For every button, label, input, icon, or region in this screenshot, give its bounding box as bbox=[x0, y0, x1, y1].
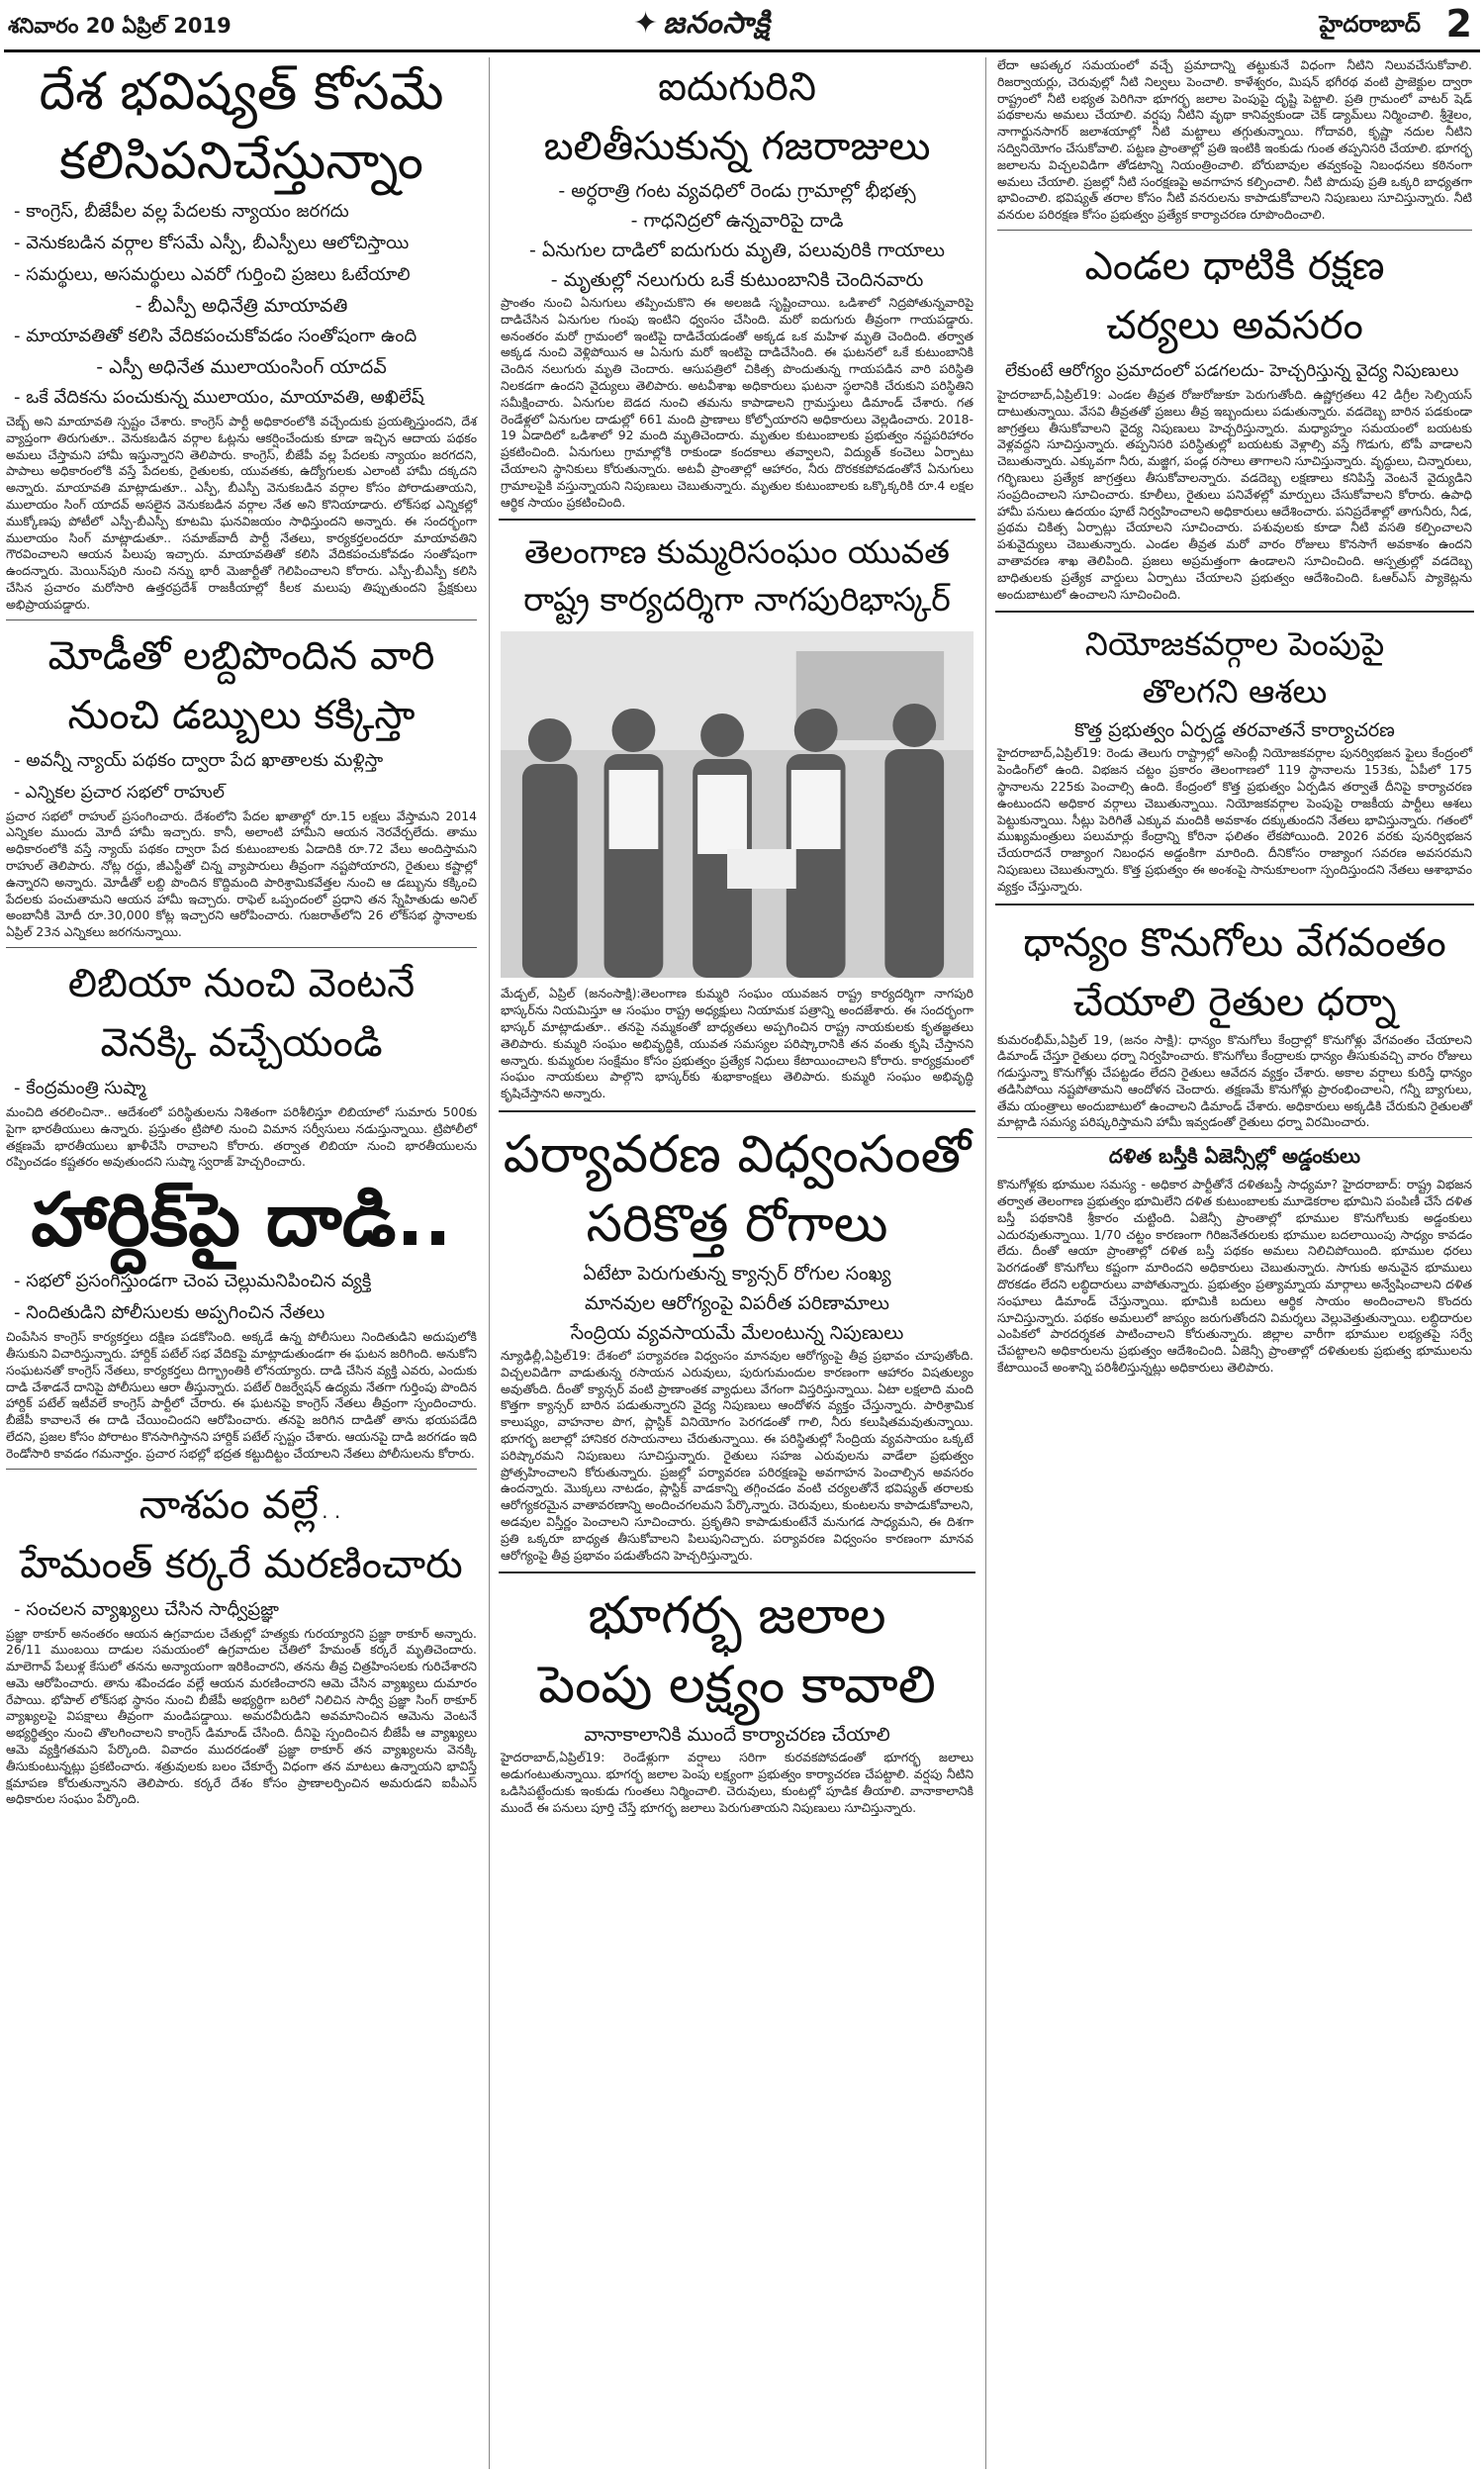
article-subheading: లేకుంటే ఆరోగ్యం ప్రమాదంలో పడగలదు- హెచ్చరిస్తున్న వైద్య నిపుణులు bbox=[1005, 360, 1459, 381]
page-number: 2 bbox=[1445, 2, 1472, 46]
article-headline: మోడీతో లబ్దిపొందిన వారి bbox=[47, 632, 435, 679]
article-body: హైదరాబాద్,ఏప్రిల్19: ఎండల తీవ్రత రోజురోజుకూ పెరుగుతోంది. ఉష్ణోగ్రతలు 42 డిగ్రీల సెల్సియస్ దాటుతున్నాయి. వేసవి తీవ్రతతో ప్రజలు తీవ్ర ఇబ్బందులు పడుతున్నారు. వడదెబ్బ బారిన పడకుండా జాగ్రత్తలు తీసుకోవాలని వైద్య నిపుణులు హెచ్చరిస్తున్నారు. మధ్యాహ్నం సమయంలో బయటకు వెళ్లవద్దని సూచిస్తున్నారు. తప్పనిసరి పరిస్థితుల్లో బయటకు వెళ్లాల్సి వస్తే గొడుగు, టోపీ వాడాలని చెబుతున్నారు. ఎక్కువగా నీరు, మజ్జిగ, పండ్ల రసాలు తాగాలని సూచిస్తున్నారు. వృద్ధులు, చిన్నారులు, గర్భిణులు ప్రత్యేక జాగ్రత్తలు తీసుకోవాలన్నారు. వడదెబ్బ లక్షణాలు కనిపిస్తే వెంటనే వైద్యుడిని సంప్రదించాలని సూచించారు. కూలీలు, రైతులు పనివేళల్లో మార్పులు చేసుకోవాలని కోరారు. ఉపాధి హామీ పనులు ఉదయం పూటే నిర్వహించాలని అధికారులు ఆదేశించారు. పనిప్రదేశాల్లో తాగునీరు, నీడ, ప్రథమ చికిత్స ఏర్పాట్లు చేయాలని సూచించారు. పశువులకు కూడా నీటి వసతి కల్పించాలని పశువైద్యులు చెబుతున్నారు. ఎండల తీవ్రత మరో వారం రోజులు కొనసాగే అవకాశం ఉందని వాతావరణ శాఖ తెలిపింది. ప్రజలు అప్రమత్తంగా ఉండాలని సూచించింది. ఆస్పత్రుల్లో వడదెబ్బ బాధితులకు ప్రత్యేక వార్డులు ఏర్పాటు చేయాలని ప్రభుత్వం ఆదేశించింది. ఓఆర్ఎస్ ప్యాకెట్లను అందుబాటులో ఉంచాలని సూచించింది. bbox=[997, 386, 1472, 602]
article-headline: పర్యావరణ విధ్వంసంతో bbox=[503, 1124, 972, 1185]
article-hardik bbox=[0, 1175, 483, 1462]
article-headline: ఎండల ధాటికి రక్షణ bbox=[1084, 242, 1385, 289]
article-subheading: - వెనుకబడిన వర్గాల కోసమే ఎస్పీ, బీఎస్పీలు ఆలోచిస్తాయి bbox=[14, 233, 410, 253]
article-headline: ధాన్యం కొనుగోలు వేగవంతం bbox=[1023, 919, 1446, 966]
article-headline: సరికొత్త రోగాలు bbox=[586, 1193, 888, 1254]
article-body: మేడ్చల్, ఏప్రిల్ (జనంసాక్షి):తెలంగాణ కుమ్మరి సంఘం యువజన రాష్ట్ర కార్యదర్శిగా నాగపురి భాస్కర్‌ను నియమిస్తూ ఆ సంఘం రాష్ట్ర అధ్యక్షులు నియామక పత్రాన్ని అందజేశారు. ఈ సందర్భంగా భాస్కర్ మాట్లాడుతూ.. తనపై నమ్మకంతో బాధ్యతలు అప్పగించిన రాష్ట్ర నాయకులకు కృతజ్ఞతలు తెలిపారు. కుమ్మరి సంఘం అభివృద్ధికి, యువత సమస్యల పరిష్కారానికి తన వంతు కృషి చేస్తానని అన్నారు. కుమ్మరుల సంక్షేమం కోసం ప్రభుత్వం ప్రత్యేక నిధులు కేటాయించాలని కోరారు. కార్యక్రమంలో సంఘం నాయకులు పాల్గొని భాస్కర్‌కు శుభాకాంక్షలు తెలిపారు. కుమ్మరి సంఘం అభివృద్ధి కృషిచేస్తానని అన్నారు. bbox=[501, 986, 974, 1101]
article-subheading: వానాకాలానికి ముందే కార్యాచరణ చేయాలి bbox=[584, 1724, 890, 1747]
article-heatwave bbox=[991, 237, 1478, 603]
article-body: మంచిది తరలించినా.. ఆదేశంలో పరిస్థితులను నిశితంగా పరిశీలిస్తూ లిబియాలో సుమారు 500కు పైగా భారతీయులు ఉన్నారు. ప్రస్తుతం ట్రిపోలి నుంచి విమాన సర్వీసులు నడుస్తున్నాయి. ట్రిపోలీలో తక్షణమే భారతీయులు ఖాళీచేసి రావాలని కోరారు. తర్వాత లిబియా నుంచి భారతీయులను రప్పించడం కష్టతరం అవుతుందని సుష్మా స్వరాజ్ హెచ్చరించారు. bbox=[6, 1103, 477, 1170]
article-dalit-basti bbox=[991, 1144, 1478, 1377]
article-divider bbox=[6, 1469, 477, 1470]
article-byline: - ఎన్నికల ప్రచార సభలో రాహుల్ bbox=[14, 782, 225, 803]
article-subheading: - సమర్థులు, అసమర్థులు ఎవరో గుర్తించి ప్రజలు ఓటేయాలి bbox=[14, 264, 411, 285]
article-divider bbox=[997, 230, 1472, 231]
article-headline: ఐదుగురిని bbox=[657, 64, 817, 110]
article-divider bbox=[499, 519, 975, 521]
issue-date: శనివారం 20 ఏప్రిల్ 2019 bbox=[8, 14, 232, 38]
article-body: ప్రజ్ఞా ఠాకూర్ అనంతరం ఆయన ఉగ్రవాదుల చేతుల్లో హత్యకు గురయ్యారని ప్రజ్ఞా ఠాకూర్ అన్నారు. 26/11 ముంబయి దాడుల సమయంలో ఉగ్రవాదుల చేతిలో హేమంత్ కర్కరే మృతిచెందారు. మాలెగావ్ పేలుళ్ల కేసులో తనను అన్యాయంగా ఇరికించారని, తనను తీవ్ర చిత్రహింసలకు గురిచేశారని ఆమె ఆరోపించారు. తాను శపించడం వల్లే ఆయన మరణించారని ఆమె చేసిన వ్యాఖ్యలు దుమారం రేపాయి. భోపాల్ లోక్‌సభ స్థానం నుంచి బీజేపీ అభ్యర్థిగా బరిలో నిలిచిన సాధ్వీ ప్రజ్ఞా సింగ్ ఠాకూర్ వ్యాఖ్యలపై విపక్షాలు తీవ్రంగా మండిపడ్డాయి. అమరవీరుడిని అవమానించిన ఆమెను వెంటనే అభ్యర్థిత్వం నుంచి తొలగించాలని కాంగ్రెస్ డిమాండ్ చేసింది. దీనిపై స్పందించిన బీజేపీ ఆ వ్యాఖ్యలు ఆమె వ్యక్తిగతమని పేర్కొంది. వివాదం ముదరడంతో ప్రజ్ఞా ఠాకూర్ తన వ్యాఖ్యలను వెనక్కి తీసుకుంటున్నట్లు ప్రకటించారు. శత్రువులకు బలం చేకూర్చే విధంగా తన మాటలు ఉన్నాయని భావిస్తే క్షమాపణ కోరుతున్నానని తెలిపారు. కర్కరే దేశం కోసం ప్రాణాలర్పించిన అమరుడని ఐపీఎస్ అధికారుల సంఘం పేర్కొంది. bbox=[6, 1625, 477, 1807]
article-sp-bsp bbox=[0, 57, 483, 614]
article-continuation bbox=[991, 57, 1478, 224]
news-photo bbox=[501, 631, 974, 978]
article-body: న్యూఢిల్లీ,ఏప్రిల్19: దేశంలో పర్యావరణ విధ్వంసం మానవుల ఆరోగ్యంపై తీవ్ర ప్రభావం చూపుతోంది. విచ్చలవిడిగా వాడుతున్న రసాయన ఎరువులు, పురుగుమందుల కారణంగా ఆహారం విషతుల్యం అవుతోంది. దీంతో క్యాన్సర్ వంటి ప్రాణాంతక వ్యాధులు వేగంగా విస్తరిస్తున్నాయి. ఏటా లక్షలాది మంది కొత్తగా క్యాన్సర్ బారిన పడుతున్నారని వైద్య నిపుణులు ఆందోళన వ్యక్తం చేస్తున్నారు. పారిశ్రామిక కాలుష్యం, వాహనాల పొగ, ప్లాస్టిక్ వినియోగం పెరగడంతో గాలి, నీరు కలుషితమవుతున్నాయి. భూగర్భ జలాల్లో హానికర రసాయనాలు చేరుతున్నాయి. ఈ పరిస్థితుల్లో సేంద్రియ వ్యవసాయం ఒక్కటే పరిష్కారమని నిపుణులు సూచిస్తున్నారు. రైతులు సహజ ఎరువులను వాడేలా ప్రభుత్వం ప్రోత్సహించాలని కోరుతున్నారు. ప్రజల్లో పర్యావరణ పరిరక్షణపై అవగాహన పెంచాల్సిన అవసరం ఉందన్నారు. మొక్కలు నాటడం, ప్లాస్టిక్ వాడకాన్ని తగ్గించడం వంటి చర్యలతోనే భవిష్యత్ తరాలకు ఆరోగ్యకరమైన వాతావరణాన్ని అందించగలమని పేర్కొన్నారు. చెరువులు, కుంటలను కాపాడుకోవాలని, అడవుల విస్తీర్ణం పెంచాలని సూచించారు. ప్రకృతిని కాపాడుకుంటేనే మనుగడ సాధ్యమని, ఈ దిశగా ప్రతి ఒక్కరూ బాధ్యత తీసుకోవాలని పిలుపునిచ్చారు. పర్యావరణ విధ్వంసం కారణంగా మానవ ఆరోగ్యంపై తీవ్ర ప్రభావం పడుతోందని హెచ్చరిస్తున్నారు. bbox=[501, 1347, 974, 1563]
column-middle bbox=[495, 57, 979, 2471]
article-subheading: - గాధనిద్రలో ఉన్నవారిపై దాడి bbox=[630, 210, 844, 232]
edition-city: హైదరాబాద్ bbox=[1319, 12, 1421, 38]
article-headline: దేశ భవిష్యత్ కోసమే bbox=[39, 62, 444, 122]
article-body: చింపేసిన కాంగ్రెస్ కార్యకర్తలు దక్షిణ పడకోసింది. అక్కడే ఉన్న పోలీసులు నిందితుడిని అదుపులోకి తీసుకుని విచారిస్తున్నారు. హార్దిక్ పటేల్ సభ వేదికపై మాట్లాడుతుండగా ఈ ఘటన జరిగింది. అనుకోని సంఘటనతో కాంగ్రెస్ నేతలు, కార్యకర్తలు దిగ్భ్రాంతికి లోనయ్యారు. దాడి చేసిన వ్యక్తి ఎవరు, ఎందుకు దాడి చేశాడనే దానిపై పోలీసులు ఆరా తీస్తున్నారు. పటేల్ రిజర్వేషన్ ఉద్యమ నేతగా గుర్తింపు పొందిన హార్దిక్ పటేల్ ఇటీవలే కాంగ్రెస్ పార్టీలో చేరారు. ఈ ఘటనపై కాంగ్రెస్ నేతలు తీవ్రంగా స్పందించారు. బీజేపీ కావాలనే ఈ దాడి చేయించిందని ఆరోపించారు. తనపై జరిగిన దాడితో తాను భయపడేది లేదని, ప్రజల కోసం పోరాటం కొనసాగిస్తానని హార్దిక్ పటేల్ స్పష్టం చేశారు. ఆయనపై దాడి జరగడం ఇది రెండోసారి కావడం గమనార్హం. ప్రచార సభల్లో భద్రత కట్టుదిట్టం చేయాలని నేతలు పోలీసులను కోరారు. bbox=[6, 1329, 477, 1461]
article-subheading: - నిందితుడిని పోలీసులకు అప్పగించిన నేతలు bbox=[14, 1302, 325, 1324]
article-headline: చేయాలి రైతుల ధర్నా bbox=[1072, 979, 1397, 1025]
article-divider bbox=[6, 619, 477, 620]
article-elephants bbox=[495, 57, 979, 511]
article-paddy bbox=[991, 913, 1478, 1132]
article-subheading: ఏటేటా పెరుగుతున్న క్యాన్సర్ రోగుల సంఖ్య bbox=[583, 1262, 891, 1285]
article-headline: తొలగని ఆశలు bbox=[1142, 672, 1328, 712]
column-left bbox=[0, 57, 483, 2471]
column-divider bbox=[985, 57, 986, 2469]
column-divider bbox=[489, 57, 490, 2469]
article-subheading: - అర్ధరాత్రి గంట వ్యవధిలో రెండు గ్రామాల్లో భీభత్స bbox=[558, 180, 916, 202]
article-subheading: - ఒకే వేదికను పంచుకున్న ములాయం, మాయావతి, అఖిలేష్ bbox=[14, 387, 424, 408]
article-body: ప్రాంతం నుంచి ఏనుగులు తప్పించుకొని ఈ అలజడి సృష్టించాయి. ఒడిశాలో నిద్రపోతున్నవారిపై దాడిచేసిన ఏనుగుల గుంపు ఇంటిని ధ్వంసం చేసింది. మరో ఐదుగురు తీవ్రంగా గాయపడ్డారు. అనంతరం మరో గ్రామంలో ఇంటిపై దాడిచేయడంతో అక్కడ ఒక మహిళ మృతి చెందింది. తర్వాత అక్కడ నుంచి వెళ్లిపోయిన ఆ ఏనుగు మరో ఇంటిపై దాడిచేసింది. ఈ ఘటనలో ఒకే కుటుంబానికి చెందిన నలుగురు మృతి చెందారు. ఆసుపత్రిలో చికిత్స పొందుతున్న గాయపడిన వారి పరిస్థితి నిలకడగా ఉందని వైద్యులు తెలిపారు. అటవీశాఖ అధికారులు ఘటనా స్థలానికి చేరుకుని పరిస్థితిని సమీక్షించారు. ఏనుగుల బెడద నుంచి తమను కాపాడాలని గ్రామస్తులు డిమాండ్ చేశారు. గత రెండేళ్లలో ఏనుగుల దాడుల్లో 661 మంది ప్రాణాలు కోల్పోయారని అధికారులు వెల్లడించారు. 2018-19 ఏడాదిలో ఒడిశాలో 92 మంది మృతిచెందారు. మృతుల కుటుంబాలకు ప్రభుత్వం నష్టపరిహారం ప్రకటించింది. ఏనుగులు గ్రామాల్లోకి రాకుండా కందకాలు తవ్వాలని, విద్యుత్ కంచెలు ఏర్పాటు చేయాలని స్థానికులు కోరుతున్నారు. అటవీ ప్రాంతాల్లో ఆహారం, నీరు దొరకకపోవడంతోనే ఏనుగులు గ్రామాలపైకి వస్తున్నాయని నిపుణులు చెబుతున్నారు. మృతుల కుటుంబాలకు ఒక్కొక్కరికి రూ.4 లక్షల ఆర్థిక సాయం ప్రకటించింది. bbox=[501, 295, 974, 510]
column-right bbox=[991, 57, 1478, 2471]
article-subheading: కొత్త ప్రభుత్వం ఏర్పడ్డ తరవాతనే కార్యాచరణ bbox=[1074, 719, 1395, 742]
article-subheading: - అవన్నీ న్యాయ్ పథకం ద్వారా పేద ఖాతాలకు మళ్లిస్తా bbox=[14, 749, 384, 771]
article-body: కొనుగోళ్లకు భూముల సమస్య - అధికార పార్టీతోనే దళితబస్తీ సాధ్యమా? హైదరాబాద్: రాష్ట్ర విభజన తర్వాత తెలంగాణ ప్రభుత్వం భూమిలేని దళిత కుటుంబాలకు మూడెకరాల భూమిని పంపిణీ చేసే దళిత బస్తీ పథకానికి శ్రీకారం చుట్టింది. ఏజెన్సీ ప్రాంతాల్లో భూముల కొనుగోలుకు అడ్డంకులు ఎదురవుతున్నాయి. 1/70 చట్టం కారణంగా గిరిజనేతరులకు భూముల బదలాయింపు సాధ్యం కావడం లేదు. దీంతో ఆయా ప్రాంతాల్లో దళిత బస్తీ పథకం అమలు నిలిచిపోయింది. భూముల ధరలు పెరగడంతో కొనుగోలు కష్టంగా మారిందని అధికారులు చెబుతున్నారు. సాగుకు అనువైన భూములు దొరకడం లేదని లబ్ధిదారులు వాపోతున్నారు. ప్రభుత్వం ప్రత్యామ్నాయ మార్గాలు అన్వేషించాలని దళిత సంఘాలు డిమాండ్ చేస్తున్నాయి. భూమికి బదులు ఆర్థిక సాయం అందించాలని కొందరు సూచిస్తున్నారు. పథకం అమలులో జాప్యం జరుగుతోందని విమర్శలు వెల్లువెత్తుతున్నాయి. లబ్ధిదారుల ఎంపికలో పారదర్శకత పాటించాలని కోరుతున్నారు. జిల్లాల వారీగా భూముల లభ్యతపై సర్వే చేపట్టాలని అధికారులను ప్రభుత్వం ఆదేశించింది. ఏజెన్సీ ప్రాంతాల్లో దళితులకు ప్రభుత్వ భూములను కేటాయించే అంశాన్ని పరిశీలిస్తున్నట్లు అధికారులు తెలిపారు. bbox=[997, 1177, 1472, 1376]
article-subheading: - బీఎస్పీ అధినేత్రి మాయావతి bbox=[135, 295, 348, 317]
article-headline: నుంచి డబ్బులు కక్కిస్తా bbox=[67, 692, 416, 738]
article-headline: లిబియా నుంచి వెంటనే bbox=[67, 960, 416, 1006]
article-subheading: - మృతుల్లో నలుగురు ఒకే కుటుంబానికి చెందినవారు bbox=[550, 269, 924, 291]
masthead bbox=[0, 0, 1484, 51]
article-headline: తెలంగాణ కుమ్మరిసంఘం యువత bbox=[524, 532, 950, 572]
article-divider bbox=[499, 1110, 975, 1112]
logo-text: జనంసాక్షి bbox=[663, 6, 771, 41]
article-kummari bbox=[495, 528, 979, 1102]
article-headline: నియోజకవర్గాల పెంపుపై bbox=[1084, 624, 1385, 664]
article-rahul bbox=[0, 626, 483, 941]
article-divider bbox=[6, 947, 477, 948]
article-environment bbox=[495, 1120, 979, 1564]
article-headline: దళిత బస్తీకి ఏజెన్సీల్లో అడ్డంకులు bbox=[1108, 1144, 1361, 1169]
masthead-rule bbox=[4, 49, 1480, 52]
article-headline: నాశపం వల్లే.. bbox=[139, 1481, 344, 1528]
article-body: లేదా ఆపత్కర సమయంలో వచ్చే ప్రమాదాన్ని తట్టుకునే విధంగా నీటిని నిలువచేసుకోవాలి. రిజర్వాయర్లు, చెరువుల్లో నీటి నిల్వలు పెంచాలి. కాళేశ్వరం, మిషన్ భగీరథ వంటి ప్రాజెక్టుల ద్వారా రాష్ట్రంలో నీటి లభ్యత పెరిగినా భూగర్భ జలాల పెంపుపై దృష్టి పెట్టాలి. ప్రతి గ్రామంలో వాటర్ షెడ్ పథకాలను అమలు చేయాలి. వర్షపు నీటిని వృథా కానివ్వకుండా చెక్ డ్యామ్‌లు నిర్మించాలి. శ్రీశైలం, నాగార్జునసాగర్ జలాశయాల్లో నీటి మట్టాలు తగ్గుతున్నాయి. గోదావరి, కృష్ణా నదుల నీటిని సద్వినియోగం చేసుకోవాలి. పట్టణ ప్రాంతాల్లో ప్రతి ఇంటికి ఇంకుడు గుంత తప్పనిసరి చేయాలి. భూగర్భ జలాలను విచ్చలవిడిగా తోడటాన్ని నియంత్రించాలి. బోరుబావుల తవ్వకంపై నిబంధనలు కఠినంగా అమలు చేయాలి. ప్రజల్లో నీటి సంరక్షణపై అవగాహన కల్పించాలి. నీటి పొదుపు ప్రతి ఒక్కరి బాధ్యతగా భావించాలి. భవిష్యత్ తరాల కోసం నీటి వనరులను కాపాడుకోవాలని నిపుణులు సూచిస్తున్నారు. నీటి వనరుల పరిరక్షణ కోసం ప్రభుత్వం ప్రత్యేక కార్యాచరణ రూపొందించాలి. bbox=[997, 57, 1472, 223]
article-headline: హార్దిక్‌పై దాడి.. bbox=[31, 1178, 452, 1264]
article-libya bbox=[0, 954, 483, 1171]
article-subheading: - సంచలన వ్యాఖ్యలు చేసిన సాధ్వీప్రజ్ఞా bbox=[14, 1598, 279, 1620]
article-subheading: మానవుల ఆరోగ్యంపై విపరీత పరిణామాలు bbox=[585, 1291, 889, 1314]
article-divider bbox=[995, 904, 1474, 905]
article-constituencies bbox=[991, 620, 1478, 895]
article-headline: చర్యలు అవసరం bbox=[1106, 302, 1363, 348]
article-headline: రాష్ట్ర కార్యదర్శిగా నాగపురిభాస్కర్ bbox=[523, 580, 951, 619]
article-subheading: - సభలో ప్రసంగిస్తుండగా చెంప చెల్లుమనిపించిన వ్యక్తి bbox=[14, 1271, 372, 1292]
newspaper-logo bbox=[633, 6, 771, 48]
article-headline: వెనక్కి వచ్చేయండి bbox=[100, 1019, 383, 1066]
article-divider bbox=[499, 1571, 975, 1573]
article-divider bbox=[995, 611, 1474, 613]
article-groundwater bbox=[495, 1581, 979, 1816]
article-divider bbox=[997, 1137, 1472, 1138]
article-body: హైదరాబాద్,ఏప్రిల్19: రెండు తెలుగు రాష్ట్రాల్లో అసెంబ్లీ నియోజకవర్గాల పునర్విభజన ఫైలు కేంద్రంలో పెండింగ్‌లో ఉంది. విభజన చట్టం ప్రకారం తెలంగాణలో 119 స్థానాలను 153కు, ఏపీలో 175 స్థానాలను 225కు పెంచాల్సి ఉంది. కేంద్రంలో కొత్త ప్రభుత్వం ఏర్పడిన తర్వాతే దీనిపై కార్యాచరణ ఉంటుందని అధికార వర్గాలు చెబుతున్నాయి. నియోజకవర్గాల పెంపుపై రాజకీయ పార్టీలు ఆశలు పెట్టుకున్నాయి. సీట్లు పెరిగితే ఎక్కువ మందికి అవకాశం దక్కుతుందని నేతలు భావిస్తున్నారు. గతంలో ముఖ్యమంత్రులు పలుమార్లు కేంద్రాన్ని కోరినా ఫలితం లేకపోయింది. 2026 వరకు పునర్విభజన చేయరాదనే రాజ్యాంగ నిబంధన అడ్డంకిగా మారింది. దీనికోసం రాజ్యాంగ సవరణ అవసరమని నిపుణులు చెబుతున్నారు. కొత్త ప్రభుత్వం ఈ అంశంపై సానుకూలంగా స్పందిస్తుందని నేతలు ఆశాభావం వ్యక్తం చేస్తున్నారు. bbox=[997, 745, 1472, 894]
article-body: ప్రచార సభలో రాహుల్ ప్రసంగించారు. దేశంలోని పేదల ఖాతాల్లో రూ.15 లక్షలు వేస్తామని 2014 ఎన్నికల ముందు మోదీ హామీ ఇచ్చారు. కానీ, అలాంటి హామీని ఆయన నెరవేర్చలేదు. తాము అధికారంలోకి వస్తే న్యాయ్ పథకం ద్వారా పేద కుటుంబాలకు ఏడాదికి రూ.72 వేలు అందిస్తామని రాహుల్ తెలిపారు. నోట్ల రద్దు, జీఎస్టీతో చిన్న వ్యాపారులు తీవ్రంగా నష్టపోయారని, రైతులు కష్టాల్లో ఉన్నారని అన్నారు. మోడీతో లబ్ది పొందిన కొద్దిమంది పారిశ్రామికవేత్తల నుంచి ఆ డబ్బును కక్కించి పేదలకు పంచుతామని ఆయన హామీ ఇచ్చారు. రాఫెల్ ఒప్పందంలో ప్రధాని తన స్నేహితుడు అనిల్ అంబానీకి మోదీ రూ.30,000 కోట్ల ఇచ్చారని ఆరోపించారు. గుజరాత్‌లోని 26 లోక్‌సభ స్థానాలకు ఏప్రిల్ 23న ఎన్నికలు జరగనున్నాయి. bbox=[6, 808, 477, 940]
star-icon: ✦ bbox=[633, 6, 660, 41]
article-subheading: - మాయావతితో కలిసి వేదికపంచుకోవడం సంతోషంగా ఉంది bbox=[14, 326, 417, 346]
article-subheading: - ఎస్పీ అధినేత ములాయంసింగ్ యాదవ్ bbox=[96, 356, 387, 378]
article-body: కుమరంభీమ్,ఏప్రిల్ 19, (జనం సాక్షి): ధాన్యం కొనుగోలు కేంద్రాల్లో కొనుగోళ్లు వేగవంతం చేయాలని డిమాండ్ చేస్తూ రైతులు ధర్నా నిర్వహించారు. కొనుగోలు కేంద్రాలకు ధాన్యం తీసుకువచ్చి వారం రోజులు గడుస్తున్నా కొనుగోళ్లు చేపట్టడం లేదని రైతులు ఆవేదన వ్యక్తం చేశారు. అకాల వర్షాలు కురిస్తే ధాన్యం తడిసిపోయి నష్టపోతామని ఆందోళన చెందారు. తక్షణమే కొనుగోళ్లు ప్రారంభించాలని, గన్నీ బ్యాగులు, తేమ యంత్రాలు అందుబాటులో ఉంచాలని డిమాండ్ చేశారు. అధికారులు అక్కడికి చేరుకుని రైతులతో మాట్లాడి సమస్య పరిష్కరిస్తామని హామీ ఇవ్వడంతో రైతులు ధర్నా విరమించారు. bbox=[997, 1031, 1472, 1130]
article-subheading: - కాంగ్రెస్, బీజేపీల వల్ల పేదలకు న్యాయం జరగదు bbox=[14, 201, 349, 222]
article-headline: భూగర్భ జలాల bbox=[588, 1586, 886, 1647]
article-headline: కలిసిపనిచేస్తున్నాం bbox=[59, 132, 423, 191]
article-body: హైదరాబాద్,ఏప్రిల్19: రెండేళ్లుగా వర్షాలు సరిగా కురవకపోవడంతో భూగర్భ జలాలు అడుగంటుతున్నాయి. భూగర్భ జలాల పెంపు లక్ష్యంగా ప్రభుత్వం కార్యాచరణ చేపట్టాలి. వర్షపు నీటిని ఒడిసిపట్టేందుకు ఇంకుడు గుంతలు నిర్మించాలి. చెరువులు, కుంటల్లో పూడిక తీయాలి. వానాకాలానికి ముందే ఈ పనులు పూర్తి చేస్తే భూగర్భ జలాలు పెరుగుతాయని నిపుణులు సూచిస్తున్నారు. bbox=[501, 1750, 974, 1815]
article-headline: బలితీసుకున్న గజరాజులు bbox=[543, 124, 931, 169]
article-body: చెబ్బ్ అని మాయావతి స్పష్టం చేశారు. కాంగ్రెస్ పార్టీ అధికారంలోకి వచ్చేందుకు ప్రయత్నిస్తుందని, దేశ వ్యాప్తంగా తిరుగుతూ.. వెనుకబడిన వర్గాల ఓట్లను ఆకర్షించేందుకు కూడా ఇచ్చిన ఆదాయ పథకం అమలు చేస్తామని హామీ ఇస్తున్నారని తెలిపారు. కాంగ్రెస్, బీజేపీ వల్ల పేదలకు న్యాయం జరగదని, పాపాలు అధికారంలోకి వస్తే పేదలకు, రైతులకు, యువతకు, ఉద్యోగులకు ఎలాంటి హామీ దక్కదని అన్నారు. మాయావతి మాట్లాడుతూ.. ఎస్పీ, బీఎస్పీ వెనుకబడిన వర్గాల కోసం పోరాడుతాయని, ములాయం సింగ్ యాదవ్ అసలైన వెనుకబడిన వర్గాల నేత అని కొనియాడారు. లోక్‌సభ ఎన్నికల్లో ముక్కోణపు పోటీలో ఎస్పీ-బీఎస్పీ కూటమి ఘనవిజయం సాధిస్తుందని అన్నారు. ఈ సందర్భంగా ములాయం సింగ్ మాట్లాడుతూ.. సమాజ్‌వాదీ పార్టీ నేతలు, కార్యకర్తలందరూ మాయావతిని గౌరవించాలని ఆయన పిలుపు ఇచ్చారు. మాయావతితో కలిసి వేదికపంచుకోవడం సంతోషంగా ఉందన్నారు. మెయిన్‌పురి నుంచి నన్ను భారీ మెజార్టీతో గెలిపించాలని కోరారు. ఎస్పీ-బీఎస్పీ కలిసి చేసిన ప్రచారం మరోసారి ఉత్తరప్రదేశ్ రాజకీయాల్లో కీలక మలుపు తిప్పుతుందని ప్రేక్షకులు అభిప్రాయపడ్డారు. bbox=[6, 414, 477, 612]
article-subheading: - కేంద్రమంత్రి సుష్మా bbox=[14, 1077, 146, 1098]
article-headline: పెంపు లక్ష్యం కావాలి bbox=[538, 1656, 936, 1716]
article-subheading: సేంద్రియ వ్యవసాయమే మేలంటున్న నిపుణులు bbox=[570, 1321, 904, 1344]
article-karkare bbox=[0, 1475, 483, 1809]
article-headline: హేమంత్ కర్కరే మరణించారు bbox=[20, 1541, 463, 1587]
article-subheading: - ఏనుగుల దాడిలో ఐదుగురు మృతి, పలువురికి గాయాలు bbox=[529, 239, 945, 261]
group-photo-image bbox=[501, 631, 974, 978]
